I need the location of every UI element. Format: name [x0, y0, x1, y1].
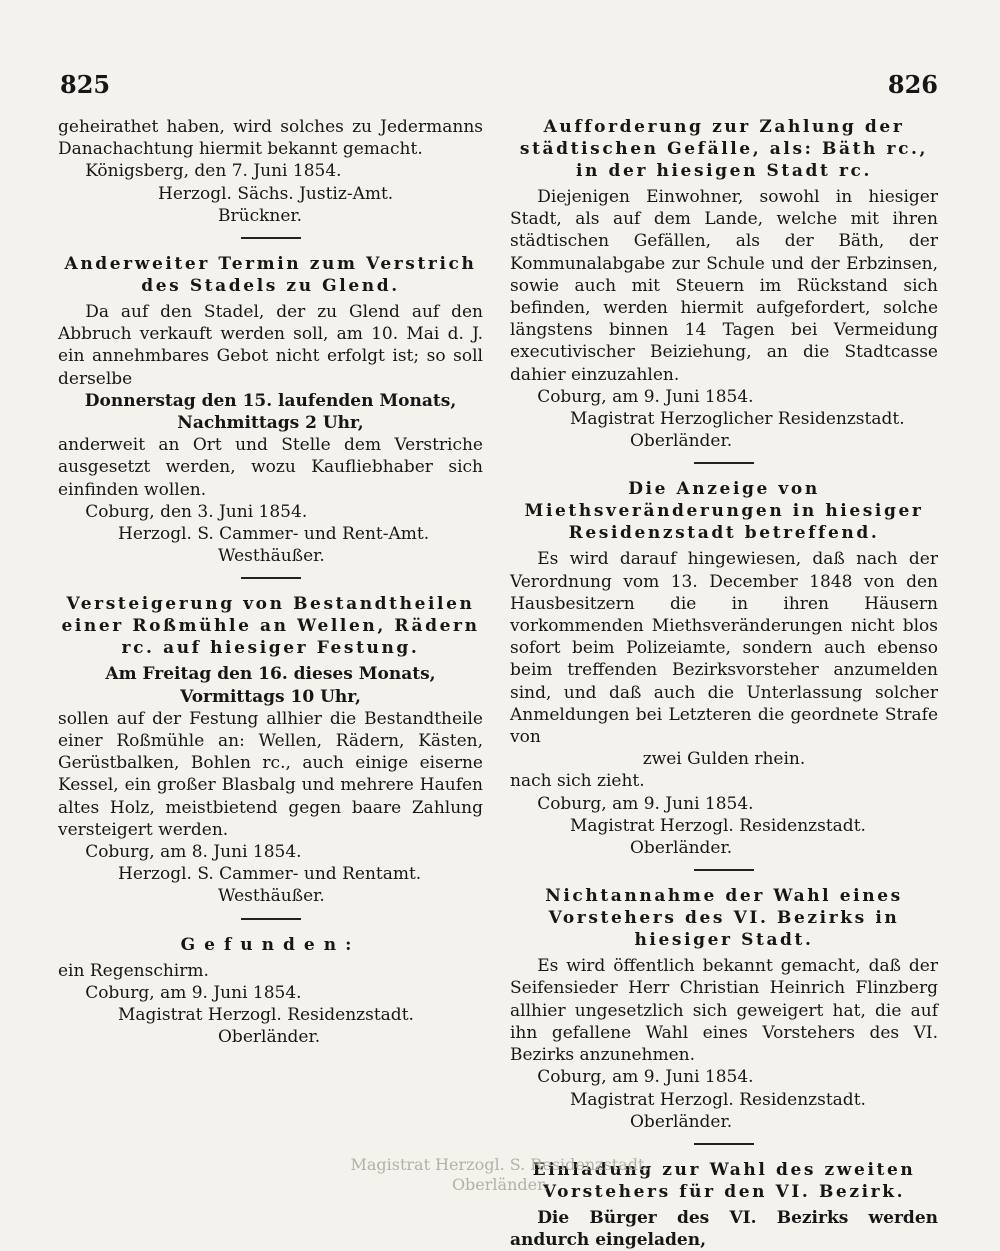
notice-place-date: Coburg, am 9. Juni 1854.	[537, 1067, 754, 1088]
notice-authority: Magistrat Herzogl. Residenzstadt.	[570, 1089, 866, 1110]
notice-text: nach sich zieht.	[510, 771, 645, 792]
page-number-right: 826	[887, 70, 938, 99]
page-number-left: 825	[60, 70, 111, 99]
section-divider	[694, 1143, 754, 1145]
section-divider	[241, 237, 301, 239]
notice-signature: Oberländer.	[630, 1111, 733, 1132]
notice-text: anderweit an Ort und Stelle dem Verstriche ausgesetzt werden, wozu Kaufliebhaber sich einfinden wollen.	[58, 435, 483, 500]
notice-text: Die Bürger des VI. Bezirks werden andurch eingeladen,	[510, 1207, 938, 1251]
notice-text: Es wird öffentlich bekannt gemacht, daß der Seifensieder Herr Christian Heinrich Flinzberg allhier ungesetzlich sich geweigert hat, die auf ihn gefallene Wahl eines Vorstehers des VI. Bezirks anzunehmen.	[510, 956, 938, 1066]
right-column	[510, 116, 938, 1251]
notice-place-date: Coburg, am 8. Juni 1854.	[85, 842, 302, 863]
notice-time-line: Vormittags 10 Uhr,	[180, 686, 361, 707]
notice-authority: Herzogl. S. Cammer- und Rentamt.	[118, 864, 422, 885]
notice-text: Es wird darauf hingewiesen, daß nach der Verordnung vom 13. December 1848 von den Hausbesitzern die in ihren Häusern vorkommenden Miethsveränderungen nicht blos sofort beim Polizeiamte, sondern auch ebenso beim treffenden Bezirksvorsteher anzumelden sind, und daß auch die Unterlassung solcher Anmeldungen bei Letzteren die geordnete Strafe von	[510, 549, 938, 748]
notice-signature: Oberländer.	[630, 431, 733, 452]
notice-authority: Magistrat Herzogl. Residenzstadt.	[570, 815, 866, 836]
notice-signature: Westhäußer.	[218, 886, 325, 907]
notice-place-date: Coburg, am 9. Juni 1854.	[85, 982, 302, 1003]
bleed-through-line: Magistrat Herzogl. S. Residenzstadt.	[350, 1155, 650, 1174]
notice-text: Diejenigen Einwohner, sowohl in hiesiger Stadt, als auf dem Lande, welche mit ihren städtischen Gefällen, als der Bäth, der Kommunalabgabe zur Schule und der Erbzinsen, sowie auch mit Steuern im Rückstand sich befinden, werden hiermit aufgefordert, solche längstens binnen 14 Tagen bei Vermeidung executivischer Beiziehung, an die Stadtcasse dahier einzuzahlen.	[510, 187, 938, 385]
section-divider	[241, 577, 301, 579]
notice-signature: Oberländer.	[218, 1027, 321, 1048]
notice-signature: Oberländer.	[630, 838, 733, 859]
notice-title: Einladung zur Wahl des zweiten Vorstehers für den VI. Bezirk.	[532, 1159, 916, 1202]
notice-signature: Brückner.	[218, 205, 303, 226]
notice-title: Nichtannahme der Wahl eines Vorstehers des VI. Bezirks in hiesiger Stadt.	[545, 886, 903, 951]
section-divider	[694, 462, 754, 464]
section-divider	[694, 869, 754, 871]
notice-continuation-text: geheirathet haben, wird solches zu Jedermanns Danachachtung hiermit bekannt gemacht.	[58, 117, 483, 160]
notice-place-date: Coburg, den 3. Juni 1854.	[85, 501, 308, 522]
notice-date-line: Donnerstag den 15. laufenden Monats,	[84, 390, 457, 411]
notice-authority: Magistrat Herzoglicher Residenzstadt.	[570, 409, 905, 430]
notice-penalty-line: zwei Gulden rhein.	[642, 749, 806, 770]
bleed-through-text	[310, 1155, 690, 1195]
notice-date-line: Am Freitag den 16. dieses Monats,	[105, 664, 436, 685]
notice-title: Anderweiter Termin zum Verstrich des Stadels zu Glend.	[64, 254, 477, 297]
notice-authority: Magistrat Herzogl. Residenzstadt.	[118, 1005, 414, 1026]
left-column	[58, 116, 483, 1049]
notice-authority: Herzogl. Sächs. Justiz-Amt.	[158, 183, 394, 204]
section-divider	[241, 918, 301, 920]
notice-text: sollen auf der Festung allhier die Bestandtheile einer Roßmühle an: Wellen, Rädern, Kästen, Gerüstbalken, Bohlen rc., auch einige eiserne Kessel, ein großer Blasbalg und mehrere Haufen altes Holz, meistbietend gegen baare Zahlung versteigert werden.	[58, 708, 483, 840]
notice-title: Versteigerung von Bestandtheilen einer Roßmühle an Wellen, Rädern rc. auf hiesiger Festung.	[61, 594, 480, 659]
bleed-through-line: Oberländer.	[451, 1175, 549, 1194]
notice-title: Gefunden:	[180, 934, 361, 955]
notice-title: Aufforderung zur Zahlung der städtischen Gefälle, als: Bäth rc., in der hiesigen Stadt rc.	[519, 117, 929, 181]
notice-place-date: Königsberg, den 7. Juni 1854.	[85, 161, 342, 182]
notice-text: ein Regenschirm.	[58, 960, 209, 981]
notice-signature: Westhäußer.	[218, 546, 325, 567]
notice-place-date: Coburg, am 9. Juni 1854.	[537, 793, 754, 814]
notice-place-date: Coburg, am 9. Juni 1854.	[537, 386, 754, 407]
notice-title: Die Anzeige von Miethsveränderungen in hiesiger Residenzstadt betreffend.	[524, 479, 924, 544]
notice-authority: Herzogl. S. Cammer- und Rent-Amt.	[118, 524, 430, 545]
notice-time-line: Nachmittags 2 Uhr,	[177, 413, 364, 434]
notice-text: Da auf den Stadel, der zu Glend auf den Abbruch verkauft werden soll, am 10. Mai d. J. ein annehmbares Gebot nicht erfolgt ist; so soll derselbe	[58, 302, 483, 389]
